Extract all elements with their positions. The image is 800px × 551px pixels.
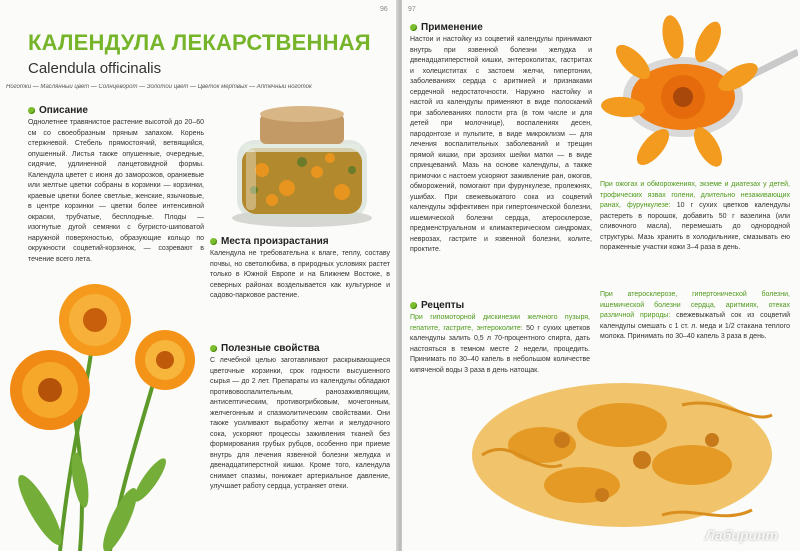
recipe-1-body: 50 г сухих цветков календулы залить 0,5 л 70-процентного спирта, дать настояться в темном месте 2 недели, процедить. Принимать по 30–40 капель в небольшом количестве кипяченой воды 3 раза в день натощак. [410,324,590,374]
application-text: Настои и настойку из соцветий календулы принимают внутрь при язвенной болезни желудка и двенадцатиперстной кишки, энтероколитах, гастритах и холециститах с застоем желчи, гипертонии, заболеваниях сердца с аритмией и признаками сердечной недостаточности. Наружно настойку и настой из календулы применяют в виде полосканий при заболеваниях полости рта (в том числе и для детей при молочнице), воспалениях десен, пародонтозе и пульпите, в виде микроклизм — для лечения воспалительных заболеваний и трещин прямой кишки, при эрозиях шейки матки — в виде спринцеваний. Мазь на основе календулы, а также примочки с настоем ускоряют заживление ран, ожогов, обморожений, помогают при фурункулезе, пролежнях, ушибах. При свежевыжатого сока из соцветий календулы эффективен при гипертонической болезни, ишемической болезни сердца, атеросклерозе, предменструальном и климактерическом синдромах, неврозах, гастрите и язвенной болезни, колите, проктите. [410,36,592,253]
application-heading [410,22,483,33]
section-bullet-icon [210,345,217,352]
recipes-heading-label: Рецепты [421,300,465,311]
useful-heading-label: Полезные свойства [221,343,320,354]
section-bullet-icon [28,107,35,114]
section-bullet-icon [210,238,217,245]
synonyms-line: Ноготки — Маслянный цвет — Солнцеворот — Золотой цвет — Цветок мертвых — Аптечный ноготок [6,84,312,90]
page-title: КАЛЕНДУЛА ЛЕКАРСТВЕННАЯ [28,30,371,55]
description-heading-label: Описание [39,105,88,116]
page-number-right: 97 [408,6,416,13]
latin-name: Calendula officinalis [28,60,162,77]
page-number-left: 96 [380,6,388,13]
recipe-2-body: 10 г сухих цветков календулы растереть в порошок, добавить 50 г вазелина (или сливочного масла), перемешать до однородной структуры. Мазь хранить в холодильнике, смазывать ею пораженные участки кожи 3–4 раза в день. [600,202,790,251]
calendula-flowers-photo [0,280,205,551]
spoon-photo [598,12,798,172]
labirint-watermark: Лабиринт [705,527,778,543]
recipe-3-text [600,290,790,343]
recipe-1-lead: При гипомоторной дискинезии желчного пузыря, гепатите, гастрите, энтероколите: [410,314,590,332]
habitat-heading-label: Места произрастания [221,236,329,247]
useful-text: С лечебной целью заготавливают раскрывающиеся цветочные корзинки, срок годности высушенного сырья — до 2 лет. Препараты из календулы обладают противовоспалительным, ранозаживляющим, антисептическим, противогрибковым, мочегонным, желчегонным и спазмолитическим свойствами. Они также усиливают выработку желчи и желудочного сока, ускоряют процессы заживления тканей без формирования грубых рубцов, особенно при приеме внутрь для лечения язвенной болезни желудка и двенадцатиперстной кишки. Кроме того, календула снимает спазмы, понижает артериальное давление, улучшает работу сердца, устраняет отеки. [210,357,390,490]
recipe-2-text [600,180,790,254]
section-bullet-icon [410,302,417,309]
section-bullet-icon [410,24,417,31]
description-heading [28,105,88,116]
left-page [0,0,398,551]
habitat-text: Календула не требовательна к влаге, теплу, составу почвы, но светолюбива, в природных условиях растет только в Южной Европе и на Ближнем Востоке, в северных районах возделывается как культурное и садово-парковое растение. [210,250,390,299]
jar-photo [212,100,392,230]
recipe-2-lead: При ожогах и обморожениях, экземе и диатезах у детей, трофических язвах голени, длительно незаживающих ранах, фурункулезе: [600,181,790,209]
useful-heading [210,343,320,354]
recipes-heading [410,300,464,311]
recipe-3-lead: При атеросклерозе, гипертонической болезни, ишемической болезни сердца, аритмиях, отеках различной природы: [600,291,790,319]
description-text: Однолетнее травянистое растение высотой до 20–60 см со своеобразным пряным запахом. Корень стержневой. Стебель прямостоячий, ветвящийся, опушенный. Листья также опушенные, очередные, сидячие, удлиненной ланцетовидной формы. Календула цветет с июня до заморозков, оранжевые или желтые цветки собраны в корзинки — корзинки, краевые цветки более светлые, женские, язычковые, в центре корзинки — цветки более интенсивной окраски, трубчатые, бесплодные. Плоды — изогнутые дугой семянки с бугристо-шиповатой наружной поверхностью, образующие кольцо по окружности соцветий-корзинок, — созревают в течение всего лета. [28,119,204,263]
habitat-heading [210,236,329,247]
application-heading-label: Применение [421,22,483,33]
dried-petals-photo [462,345,782,545]
right-page [402,0,800,551]
recipe-3-body: свежевыжатый сок из соцветий календулы смешать с 1 ст. л. меда и 1/2 стакана теплого молока. Принимать по 30–40 капель 3 раза в день. [600,312,790,340]
